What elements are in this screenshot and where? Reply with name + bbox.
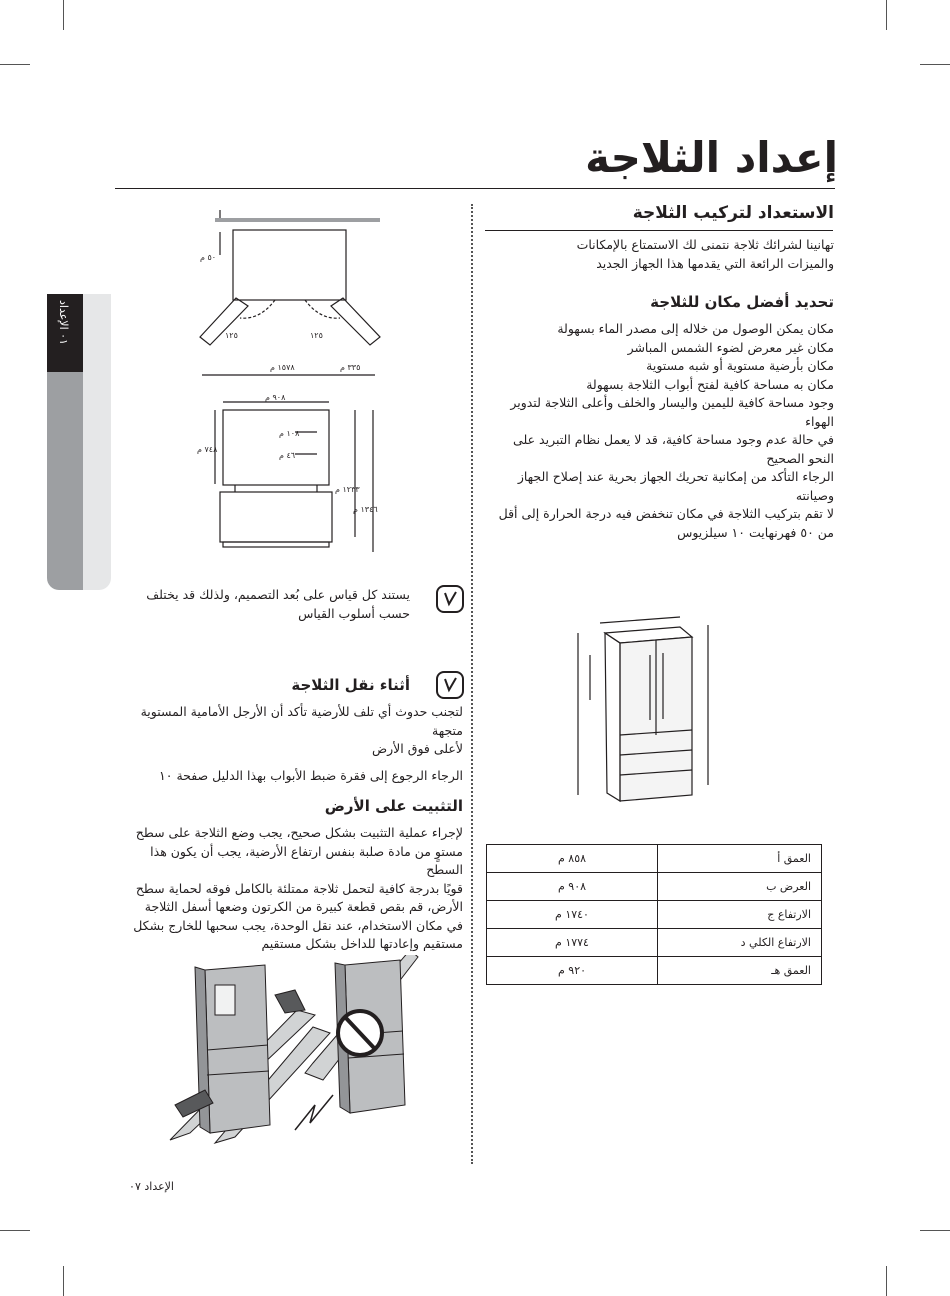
crop-mark (886, 1266, 887, 1296)
heading-install: التثبيت على الأرض (324, 797, 463, 815)
text-line: قويًا بدرجة كافية لتحمل ثلاجة ممتلئة بالكامل فوقه لحماية سطح (135, 880, 463, 896)
dim-label: ٣٣٥ م (340, 363, 361, 372)
intro-line: والميزات الرائعة التي يقدمها هذا الجهاز الجديد (596, 255, 834, 271)
dimensions-table (486, 844, 822, 985)
refrigerator-dimensions-diagram (560, 615, 730, 805)
text-line: لإجراء عملية التثبيت بشكل صحيح، يجب وضع الثلاجة على سطح (135, 825, 463, 840)
intro-line: تهانينا لشرائك ثلاجة نتمنى لك الاستمتاع بالإمكانات (576, 237, 834, 252)
section-tab (47, 294, 83, 372)
text-line: لتجنب حدوث أي تلف للأرضية تأكد أن الأرجل الأمامية المستوية متجهة (140, 704, 463, 738)
dim-label: ١٣٤٦ م (353, 505, 378, 514)
text-line: مستقيم وإعادتها للداخل بشكل مستقيم (261, 936, 463, 951)
table-cell-value: ٩٠٨ م (487, 873, 658, 901)
section-tab-background (47, 372, 83, 590)
moving-illustration (165, 955, 420, 1150)
dim-label: ٤٦ م (279, 451, 296, 460)
heading-moving: أثناء نقل الثلاجة (291, 676, 410, 694)
dim-label: ١٢٥ (225, 331, 238, 340)
list-item: الرجاء التأكد من إمكانية تحريك الجهاز بحرية عند إصلاح الجهاز وصيانته (517, 469, 834, 503)
text-line: لأعلى فوق الأرض (372, 741, 463, 756)
crop-mark (0, 1230, 30, 1231)
note-line: حسب أسلوب القياس (298, 605, 410, 621)
dim-label: ٩٠٨ م (265, 393, 286, 402)
table-row (487, 929, 822, 957)
crop-mark (63, 1266, 64, 1296)
heading-location: تحديد أفضل مكان للثلاجة (650, 293, 834, 311)
title-rule (115, 188, 835, 189)
note-measurement (140, 586, 410, 623)
side-dimensions-diagram (195, 392, 395, 560)
page-footer: الإعداد ٠٧ (129, 1180, 174, 1193)
note-icon (436, 671, 464, 699)
list-item: لا تقم بتركيب الثلاجة في مكان تنخفض فيه درجة الحرارة إلى أقل من ٥٠ فهرنهايت ١٠ سيلزيوس (498, 506, 834, 540)
table-cell-value: ١٧٧٤ م (487, 929, 658, 957)
list-item: مكان به مساحة كافية لفتح أبواب الثلاجة بسهولة (586, 376, 834, 392)
table-cell-label: العمق أ (658, 845, 822, 873)
text-line: مستوٍ من مادة صلبة بنفس ارتفاع الأرضية، يجب أن يكون هذا السطح (150, 843, 463, 877)
note-line: يستند كل قياس على بُعد التصميم، ولذلك قد يختلف (146, 587, 410, 602)
dim-label: ٥٠ م (200, 253, 217, 262)
text-line: الأرض، قم بقص قطعة كبيرة من الكرتون وضعها أسفل الثلاجة (144, 899, 463, 914)
table-cell-label: العمق هـ (658, 957, 822, 985)
table-cell-value: ١٧٤٠ م (487, 901, 658, 929)
note-icon (436, 585, 464, 613)
column-divider (471, 204, 473, 1164)
table-row (487, 845, 822, 873)
dim-label: ١٥٧٨ م (270, 363, 295, 372)
list-item: في حالة عدم وجود مساحة كافية، قد لا يعمل نظام التبريد على النحو الصحيح (513, 432, 834, 466)
location-list (489, 320, 834, 542)
dim-label: ١٢٥ (310, 331, 323, 340)
table-row (487, 901, 822, 929)
section-tab-label: ٠١ الإعداد (57, 300, 70, 345)
table-cell-label: الارتفاع ج (658, 901, 822, 929)
page-title: إعداد الثلاجة (585, 133, 838, 182)
list-item: مكان يمكن الوصول من خلاله إلى مصدر الماء بسهولة (557, 321, 834, 336)
table-cell-value: ٩٢٠ م (487, 957, 658, 985)
heading-preparation: الاستعداد لتركيب الثلاجة (632, 203, 834, 223)
crop-mark (0, 64, 30, 65)
dim-label: ١٠٨ م (279, 429, 300, 438)
table-row (487, 957, 822, 985)
list-item: مكان بأرضية مستوية أو شبه مستوية (646, 358, 834, 373)
table-cell-value: ٨٥٨ م (487, 845, 658, 873)
list-item: وجود مساحة كافية لليمين واليسار والخلف وأعلى الثلاجة لتدوير الهواء (510, 395, 834, 429)
dim-label: ٧٤٨ م (197, 445, 218, 454)
table-cell-label: العرض ب (658, 873, 822, 901)
heading-rule (485, 230, 833, 231)
moving-text (118, 703, 463, 785)
door-clearance-diagram (180, 210, 390, 385)
table-cell-label: الارتفاع الكلي د (658, 929, 822, 957)
intro-text (484, 236, 834, 273)
text-line: الرجاء الرجوع إلى فقرة ضبط الأبواب بهذا الدليل صفحة ١٠ (159, 767, 463, 783)
crop-mark (920, 64, 950, 65)
crop-mark (920, 1230, 950, 1231)
crop-mark (886, 0, 887, 30)
list-item: مكان غير معرض لضوء الشمس المباشر (627, 339, 834, 355)
text-line: في مكان الاستخدام، عند نقل الوحدة، يجب سحبها للخارج بشكل (133, 917, 463, 933)
dim-label: ١٢٣٣ م (335, 485, 360, 494)
table-row (487, 873, 822, 901)
install-text (118, 824, 463, 954)
section-tab-shade (83, 294, 111, 590)
crop-mark (63, 0, 64, 30)
